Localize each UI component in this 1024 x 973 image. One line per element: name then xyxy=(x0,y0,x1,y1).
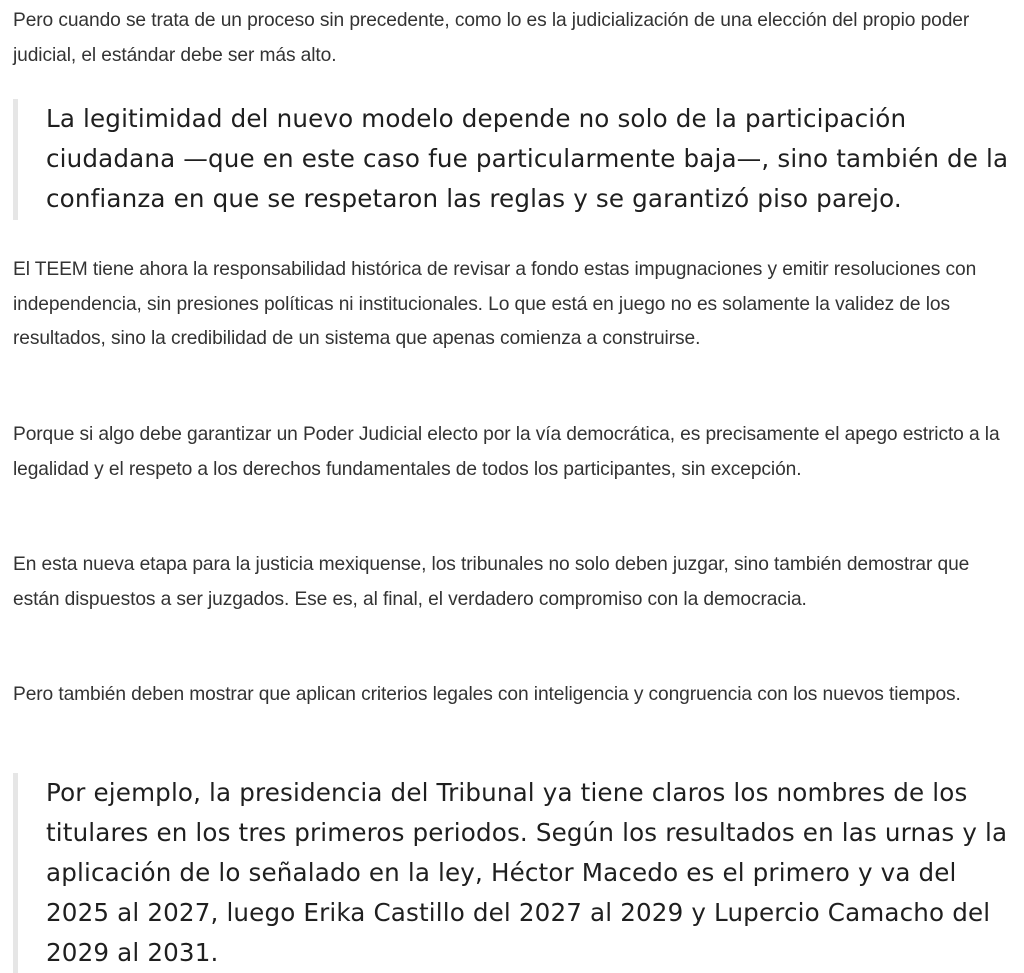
paragraph-1: Pero cuando se trata de un proceso sin precedente, como lo es la judicialización de una elección del propio poder judicial, el estándar debe ser más alto. xyxy=(13,10,970,66)
pull-quote-1-text: La legitimidad del nuevo modelo depende no solo de la participación ciudadana —que en este caso fue particularmente baja—, sino también de la confianza en que se respetaron las reglas y se garantizó piso parejo. xyxy=(46,104,1009,213)
pull-quote-1 xyxy=(13,99,1018,220)
pull-quote-2 xyxy=(13,773,1018,973)
paragraph-2: El TEEM tiene ahora la responsabilidad histórica de revisar a fondo estas impugnaciones y emitir resoluciones con independencia, sin presiones políticas ni institucionales. Lo que está en juego no es solamente la validez de los resultados, sino la credibilidad de un sistema que apenas comienza a construirse. xyxy=(13,259,977,349)
paragraph-4: En esta nueva etapa para la justicia mexiquense, los tribunales no solo deben juzgar, sino también demostrar que están dispuestos a ser juzgados. Ese es, al final, el verdadero compromiso con la democracia. xyxy=(13,554,970,610)
paragraph-3: Porque si algo debe garantizar un Poder Judicial electo por la vía democrática, es precisamente el apego estricto a la legalidad y el respeto a los derechos fundamentales de todos los participantes, sin excepción. xyxy=(13,424,1000,480)
pull-quote-2-text: Por ejemplo, la presidencia del Tribunal ya tiene claros los nombres de los titulares en los tres primeros periodos. Según los resultados en las urnas y la aplicación de lo señalado en la ley, Héctor Macedo es el primero y va del 2025 al 2027, luego Erika Castillo del 2027 al 2029 y Lupercio Camacho del 2029 al 2031. xyxy=(46,778,1008,967)
paragraph-5: Pero también deben mostrar que aplican criterios legales con inteligencia y congruencia con los nuevos tiempos. xyxy=(13,684,961,705)
